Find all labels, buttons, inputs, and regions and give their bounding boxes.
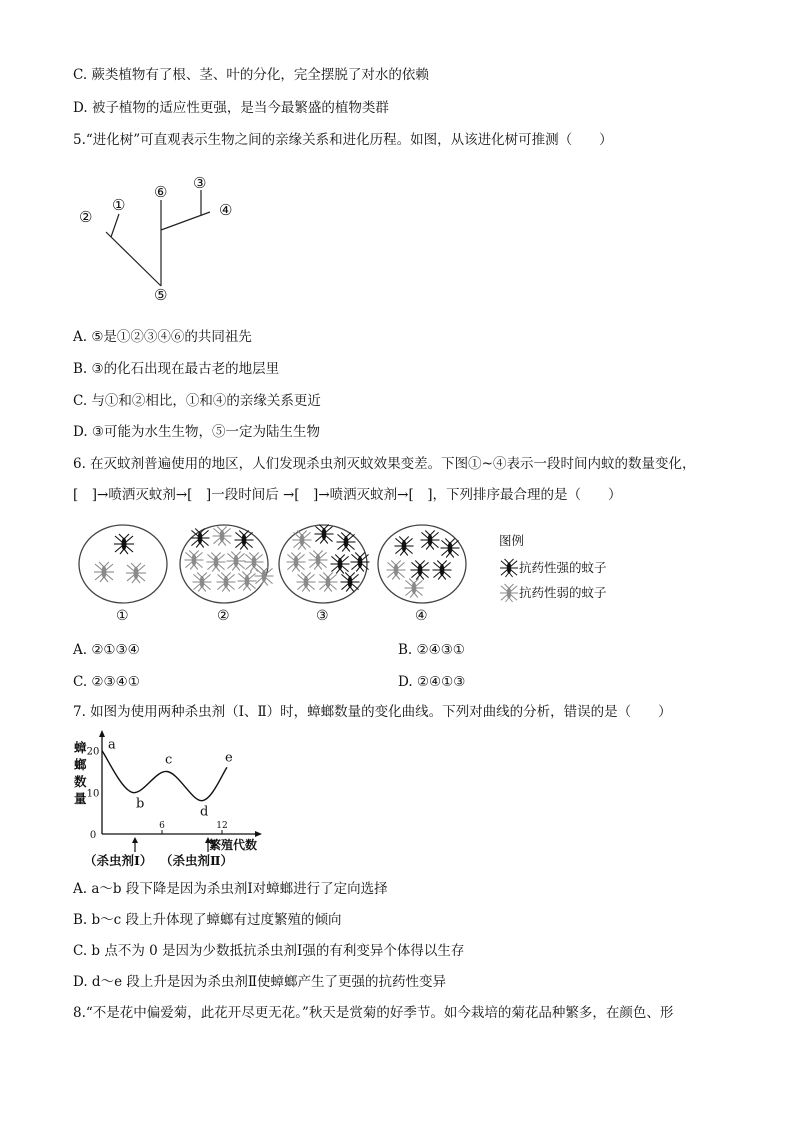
mosquito-figure <box>74 518 634 626</box>
tree-node-3: ③ <box>193 174 207 192</box>
circle-label-4: ④ <box>415 608 428 624</box>
q7-option-a: A. a～b 段下降是因为杀虫剂Ⅰ对蟑螂进行了定向选择 <box>73 881 388 897</box>
mosquito-weak <box>213 527 232 546</box>
y-axis-label-char: 数 <box>74 774 87 789</box>
mosquito-strong <box>395 537 414 556</box>
q4-option-c: C. 蕨类植物有了根、茎、叶的分化，完全摆脱了对水的依赖 <box>73 67 429 83</box>
mosquito-weak <box>227 552 246 571</box>
y-axis-label <box>74 740 87 806</box>
mosquito-weak <box>287 553 306 572</box>
tree-branch <box>106 232 161 286</box>
question-6: 6. 在灭蚊剂普遍使用的地区，人们发现杀虫剂灭蚊效果变差。下图①~④表示一段时间内蚊的数量变化， <box>73 456 696 472</box>
mosquito-weak <box>217 573 236 592</box>
circle-label-3: ③ <box>316 608 329 624</box>
tree-node-6: ⑥ <box>154 183 168 201</box>
q5-option-a: A. ⑤是①②③④⑥的共同祖先 <box>73 329 252 345</box>
circle-label-1: ① <box>116 608 129 624</box>
mosquito-strong <box>421 531 440 550</box>
mosquito-weak <box>255 567 274 586</box>
x-axis-arrow <box>255 831 262 837</box>
x-tick-label: 12 <box>216 821 228 831</box>
mosquito-strong <box>351 553 370 572</box>
insecticide-label-1: （杀虫剂Ⅰ） <box>84 853 153 868</box>
y-tick-label: 10 <box>86 788 100 800</box>
mosquito-strong <box>235 531 254 550</box>
tree-node-5: ⑤ <box>154 286 168 304</box>
q4-option-d: D. 被子植物的适应性更强，是当今最繁盛的植物类群 <box>73 100 389 116</box>
y-axis-label-char: 量 <box>74 791 87 806</box>
q6-option-d: D. ②④①③ <box>398 674 466 690</box>
tree-node-1: ① <box>112 196 126 214</box>
legend-strong-label: 抗药性强的蚊子 <box>519 560 607 575</box>
mosquito-weak <box>238 572 257 591</box>
mosquito-weak <box>245 553 264 572</box>
mosquito-weak <box>387 561 406 580</box>
legend-title: 图例 <box>499 533 525 548</box>
mosquito-weak <box>207 553 226 572</box>
curve-point-label-d: d <box>200 804 209 820</box>
q7-option-d: D. d～e 段上升是因为杀虫剂Ⅱ使蟑螂产生了更强的抗药性变异 <box>73 974 447 990</box>
mosquito-weak <box>405 579 424 598</box>
q5-option-b: B. ③的化石出现在最古老的地层里 <box>73 361 280 377</box>
curve-point-label-c: c <box>165 752 173 768</box>
mosquito-strong <box>341 573 360 592</box>
y-tick-label: 0 <box>89 830 97 841</box>
y-axis-label-char: 蟑 <box>74 740 87 755</box>
legend-weak-label: 抗药性弱的蚊子 <box>519 585 607 600</box>
mosquito-strong <box>331 555 350 574</box>
tree-node-4: ④ <box>219 201 233 219</box>
question-5: 5.“进化树”可直观表示生物之间的亲缘关系和进化历程。如图，从该进化树可推测（ ） <box>73 132 613 148</box>
cockroach-chart <box>72 730 292 870</box>
q5-option-c: C. 与①和②相比，①和④的亲缘关系更近 <box>73 393 321 409</box>
legend-weak-icon <box>500 584 518 602</box>
q6-option-b: B. ②④③① <box>398 642 465 658</box>
mosquito-strong <box>114 534 134 554</box>
y-tick-label: 20 <box>86 746 100 758</box>
curve-point-label-b: b <box>136 796 145 812</box>
circle-label-2: ② <box>217 608 230 624</box>
circle-1 <box>79 525 167 603</box>
mosquito-strong <box>433 561 452 580</box>
mosquito-strong <box>441 539 460 558</box>
tree-branch <box>111 214 119 237</box>
y-axis-arrow <box>99 730 105 737</box>
question-6-sequence: [ ]→喷洒灭蚊剂→[ ]一段时间后 →[ ]→喷洒灭蚊剂→[ ]，下列排序最合理的是（ ） <box>73 487 622 503</box>
circle-4 <box>378 525 466 603</box>
question-8: 8.“不是花中偏爱菊，此花开尽更无花。”秋天是赏菊的好季节。如今栽培的菊花品种繁多，在颜色、形 <box>73 1005 674 1021</box>
q6-option-c: C. ②③④① <box>73 674 140 690</box>
question-7: 7. 如图为使用两种杀虫剂（Ⅰ、Ⅱ）时，蟑螂数量的变化曲线。下列对曲线的分析，错误的是（ ） <box>73 704 672 720</box>
tree-node-2: ② <box>79 208 93 226</box>
mosquito-weak <box>126 563 146 583</box>
tree-branch <box>161 212 210 230</box>
insecticide-arrowhead <box>132 837 138 843</box>
mosquito-weak <box>293 531 312 550</box>
mosquito-weak <box>185 551 204 570</box>
mosquito-strong <box>315 525 334 544</box>
y-axis-label-char: 螂 <box>74 757 87 772</box>
mosquito-strong <box>411 561 430 580</box>
q6-option-a: A. ②①③④ <box>73 642 140 658</box>
legend-strong-icon <box>500 559 518 577</box>
insecticide-label-2: （杀虫剂Ⅱ） <box>160 853 234 868</box>
curve-point-label-a: a <box>108 737 116 753</box>
mosquito-weak <box>319 573 338 592</box>
mosquito-weak <box>297 573 316 592</box>
mosquito-strong <box>337 533 356 552</box>
x-tick-label: 6 <box>159 821 165 831</box>
mosquito-weak <box>94 562 114 582</box>
mosquito-weak <box>309 551 328 570</box>
x-axis-label: 繁殖代数 <box>209 838 258 852</box>
evolution-tree-figure <box>70 172 250 307</box>
mosquito-weak <box>193 573 212 592</box>
q7-option-b: B. b～c 段上升体现了蟑螂有过度繁殖的倾向 <box>73 912 342 928</box>
curve-point-label-e: e <box>225 750 233 766</box>
q5-option-d: D. ③可能为水生生物，⑤一定为陆生生物 <box>73 424 321 440</box>
q7-option-c: C. b 点不为 0 是因为少数抵抗杀虫剂Ⅰ强的有利变异个体得以生存 <box>73 943 465 959</box>
